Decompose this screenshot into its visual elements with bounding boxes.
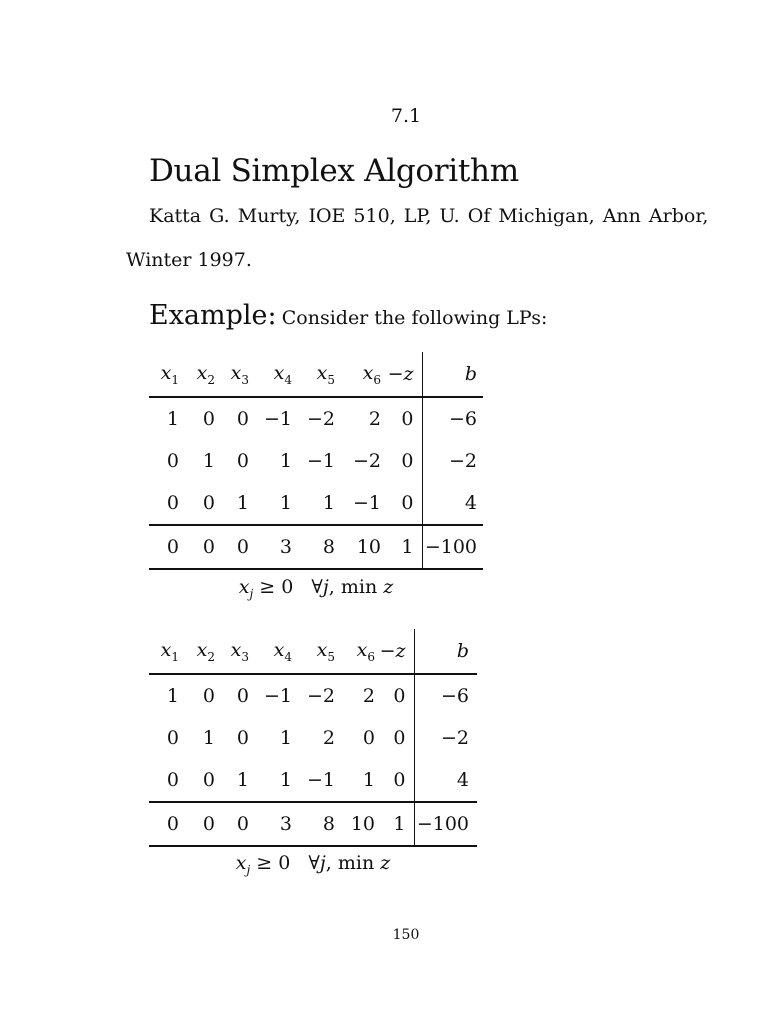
table-cell: 4 [422, 482, 483, 525]
header-cell: −z [375, 629, 414, 674]
header-cell: $x_3$ [215, 629, 249, 674]
table-row [149, 674, 477, 717]
table-cell: 0 [166, 492, 179, 514]
table-cell: 0 [362, 727, 375, 749]
table-cell: 1 [202, 450, 215, 472]
header-cell: $x_3$ [215, 352, 249, 397]
header-cell: $x_2$ [179, 352, 215, 397]
table-cell: 3 [249, 525, 292, 569]
tableau-2-block [149, 629, 477, 847]
table-cell: 1 [375, 802, 414, 846]
table-cell: 0 [166, 450, 179, 472]
table-cell: 0 [236, 727, 249, 749]
table-cell: −1 [263, 685, 292, 707]
header-cell: $x_6$ [335, 352, 381, 397]
table-cell: 0 [401, 450, 414, 472]
section-number: 7.1 [390, 105, 422, 127]
table-cell: 1 [362, 769, 375, 791]
table-cell: 1 [381, 525, 422, 569]
tableau-2-condition: $x_j \ge 0$ ∀j, min z [235, 852, 391, 877]
table-cell: 10 [335, 525, 381, 569]
tableau-2 [149, 629, 477, 847]
table-cell: −1 [306, 450, 335, 472]
table-cell: 8 [292, 802, 335, 846]
table-cell: −2 [306, 408, 335, 430]
page-number: 150 [392, 927, 420, 943]
table-cell: 3 [249, 802, 292, 846]
table-cell: 0 [166, 727, 179, 749]
table-cell: −2 [414, 717, 477, 759]
header-cell: b [414, 629, 477, 674]
table-cell: 1 [166, 408, 179, 430]
table-cell: −1 [263, 408, 292, 430]
tableau-1 [149, 352, 483, 570]
table-cell: 0 [215, 525, 249, 569]
header-cell: $x_4$ [249, 352, 292, 397]
table-cell: 0 [202, 408, 215, 430]
table-cell: 0 [202, 685, 215, 707]
table-cell: 0 [166, 769, 179, 791]
table-cell: 1 [236, 492, 249, 514]
tableau-1-block [149, 352, 483, 570]
table-cell: 0 [236, 685, 249, 707]
table-cell: 1 [279, 727, 292, 749]
table-cell: −1 [306, 769, 335, 791]
table-cell: 0 [149, 525, 179, 569]
table-cell: 0 [401, 492, 414, 514]
header-cell: $x_1$ [149, 352, 179, 397]
citation-line-1: Katta G. Murty, IOE 510, LP, U. Of Michigan, Ann Arbor, [149, 205, 709, 227]
table-cell: −100 [422, 525, 483, 569]
table-cell: 1 [279, 492, 292, 514]
table-cell: 1 [236, 769, 249, 791]
table-header-row [149, 629, 477, 674]
table-cell: −2 [352, 450, 381, 472]
header-cell: $x_5$ [292, 352, 335, 397]
table-cell: 0 [202, 769, 215, 791]
table-cell: 1 [166, 685, 179, 707]
table-row [149, 717, 477, 759]
table-cell: 0 [179, 525, 215, 569]
table-cell: 0 [179, 802, 215, 846]
table-cell: −6 [414, 674, 477, 717]
header-cell: $x_2$ [179, 629, 215, 674]
table-row [149, 759, 477, 802]
header-cell: b [422, 352, 483, 397]
citation-line-2: Winter 1997. [126, 249, 252, 271]
table-row [149, 482, 483, 525]
table-cell: 0 [215, 802, 249, 846]
table-cell: 1 [202, 727, 215, 749]
example-label: Example: [149, 300, 277, 331]
table-cell: 1 [279, 769, 292, 791]
table-cell: 10 [335, 802, 375, 846]
table-cell: −1 [352, 492, 381, 514]
table-cell: 0 [149, 802, 179, 846]
table-cell: −6 [422, 397, 483, 440]
table-cell: 0 [236, 450, 249, 472]
example-text: Consider the following LPs: [281, 307, 548, 329]
table-cell: 0 [393, 769, 406, 791]
table-cell: 0 [401, 408, 414, 430]
table-cell: 0 [202, 492, 215, 514]
table-cell: 2 [322, 727, 335, 749]
header-cell: $x_6$ [335, 629, 375, 674]
table-header-row [149, 352, 483, 397]
table-cell: 0 [236, 408, 249, 430]
table-cell: 8 [292, 525, 335, 569]
table-cell: 4 [414, 759, 477, 802]
table-cell: 2 [362, 685, 375, 707]
header-cell: $x_5$ [292, 629, 335, 674]
page-title: Dual Simplex Algorithm [149, 153, 519, 189]
table-row [149, 397, 483, 440]
objective-row [149, 802, 477, 846]
table-cell: −100 [414, 802, 477, 846]
header-cell: $x_4$ [249, 629, 292, 674]
table-cell: 0 [393, 685, 406, 707]
table-cell: 2 [368, 408, 381, 430]
table-cell: −2 [422, 440, 483, 482]
table-row [149, 440, 483, 482]
objective-row [149, 525, 483, 569]
tableau-1-condition: $x_j \ge 0$ ∀j, min z [238, 576, 394, 601]
table-cell: 1 [322, 492, 335, 514]
table-cell: −2 [306, 685, 335, 707]
table-cell: 1 [279, 450, 292, 472]
header-cell: $x_1$ [149, 629, 179, 674]
header-cell: −z [381, 352, 422, 397]
example-intro [149, 300, 547, 331]
table-cell: 0 [393, 727, 406, 749]
